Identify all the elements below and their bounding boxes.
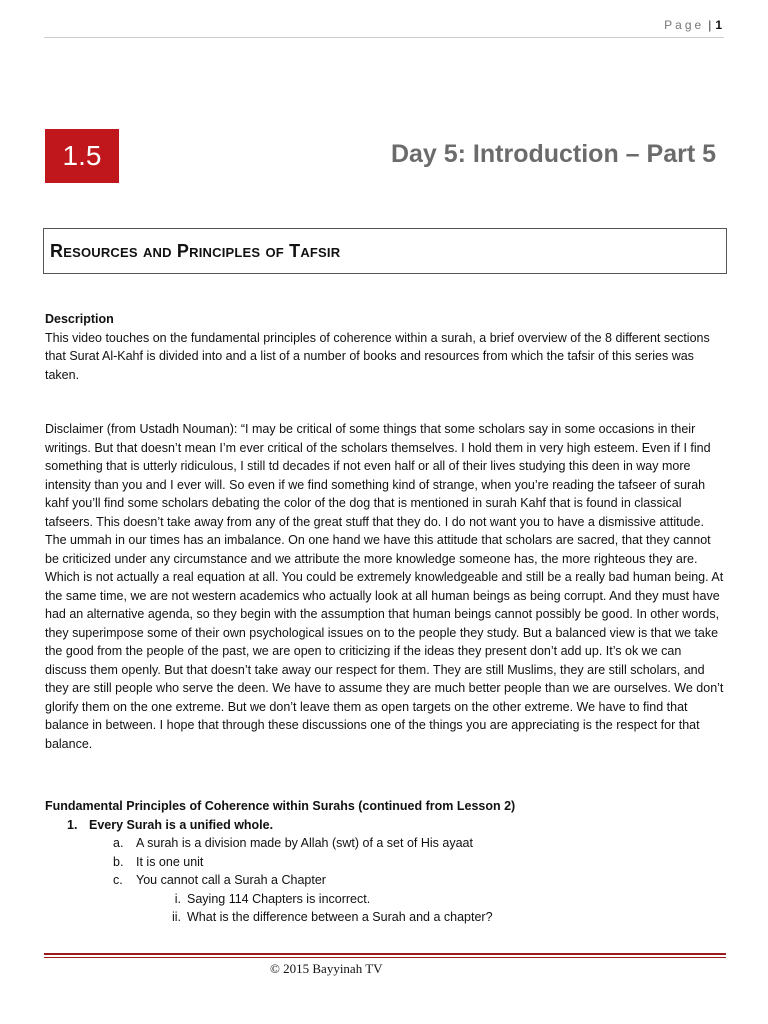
list-item-text: Saying 114 Chapters is incorrect. — [187, 891, 371, 906]
description-label: Description — [45, 312, 114, 326]
list-item — [45, 853, 725, 872]
list-item-text: Every Surah is a unified whole. — [89, 817, 274, 832]
page-label: Page — [664, 18, 705, 32]
list-marker: 1. — [67, 817, 78, 832]
page-number: 1 — [715, 18, 722, 32]
list-item — [45, 890, 725, 909]
list-item — [45, 816, 725, 835]
page-separator: | — [708, 18, 712, 32]
description-text: This video touches on the fundamental principles of coherence within a surah, a brief overview of the 8 different sections that Surat Al-Kahf is divided into and a list of a number of books and resources from which the tafsir of this series was taken. — [45, 330, 710, 382]
header-divider — [44, 37, 724, 38]
section-title-box — [43, 228, 727, 274]
list-marker: b. — [113, 854, 124, 869]
list-marker: c. — [113, 873, 123, 887]
list-marker: i. — [174, 891, 181, 906]
list-item-text: You cannot call a Surah a Chapter — [136, 873, 326, 887]
list-marker: ii. — [171, 910, 181, 924]
principles-heading: Fundamental Principles of Coherence within Surahs (continued from Lesson 2) — [45, 799, 516, 813]
footer-divider — [44, 953, 726, 955]
section-title: Resources and Principles of Tafsir — [50, 240, 341, 261]
disclaimer-text: Disclaimer (from Ustadh Nouman): “I may be critical of some things that some scholars say in some occasions in their writings. But that doesn’t mean I’m ever critical of the scholars themselves. I hold them in very high esteem. Even if I find something that is utterly ridiculous, I still td decades if not even half or all of their lives studying this deen in way more intensity than you and I ever will. So even if we find something kind of strange, when you’re reading the tafseer of surah kahf you’ll find some scholars debating the color of the dog that is mentioned in surah Kahf that is found in classical tafseers. This doesn’t take away from any of the great stuff that they do. I do not want you to have a dismissive attitude. The ummah in our times has an imbalance. On one hand we have this attitude that scholars are sacred, that they cannot be criticized under any circumstance and we attribute the more knowledge someone has, the more righteous they are. Which is not actually a real equation at all. You could be extremely knowledgeable and still be a really bad human being. At the same time, we are not western academics who actually look at all human beings as being corrupt. And they must have had an alternative agenda, so they begin with the assumption that human beings cannot possibly be good. In other words, they superimpose some of their own psychological issues on to the people they study. But a balanced view is that we take the good from the people of the past, we are open to criticizing if the ideas they present don’t add up. It’s ok we can discuss them openly. But that doesn’t take away our respect for them. They are still Muslims, they are still scholars, and they are still people who serve the deen. We have to assume they are much better people than we are ourselves. We don’t glorify them on the one extreme. But we don’t leave them as open targets on the other extreme. We have to find that balance in between. I hope that through these discussions one of the things you are appreciating is the respect for that balance. — [45, 422, 724, 751]
list-item-text: A surah is a division made by Allah (swt) of a set of His ayaat — [136, 836, 473, 850]
footer-copyright: © 2015 Bayyinah TV — [270, 961, 383, 976]
page-number-header — [664, 18, 722, 32]
footer-divider-thin — [44, 957, 726, 958]
lesson-number: 1.5 — [62, 140, 102, 171]
list-item-text: It is one unit — [136, 854, 204, 869]
list-item-text: What is the difference between a Surah and a chapter? — [187, 910, 493, 924]
document-body — [45, 310, 725, 927]
list-marker: a. — [113, 836, 124, 850]
lesson-title: Day 5: Introduction – Part 5 — [390, 140, 716, 168]
list-item — [45, 834, 725, 853]
lesson-number-badge — [45, 129, 119, 183]
list-item — [45, 908, 725, 927]
list-item — [45, 871, 725, 890]
